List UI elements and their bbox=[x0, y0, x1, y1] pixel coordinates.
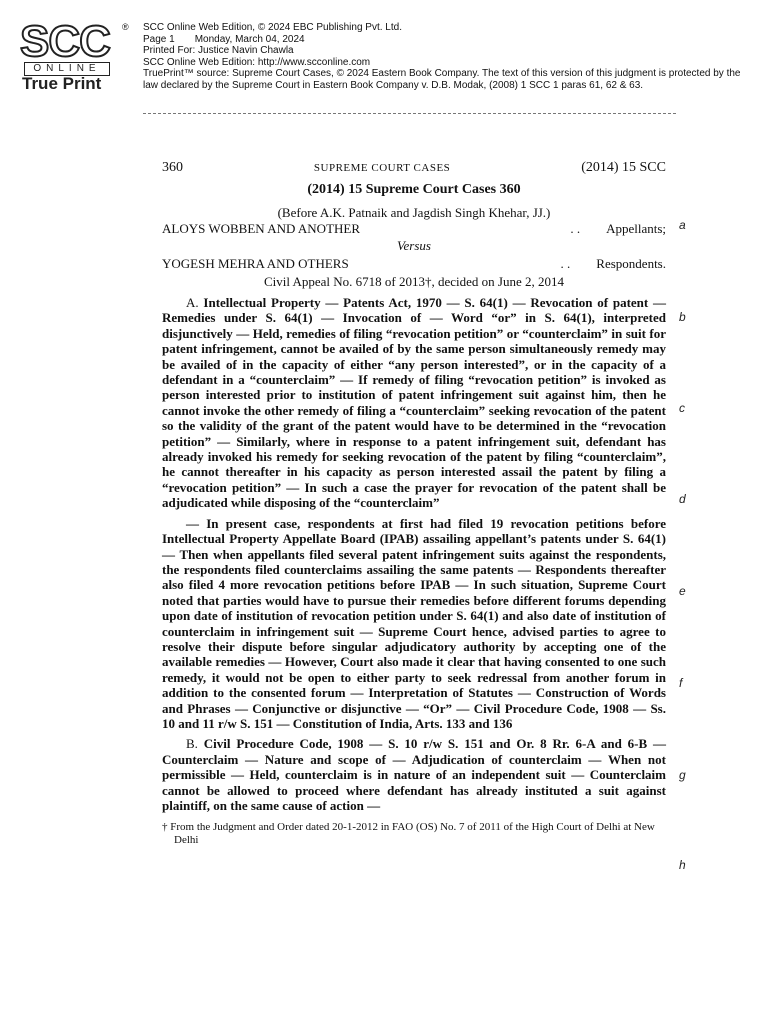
headnote-a-label: A. bbox=[186, 295, 199, 310]
logo-true-print-text: True Print bbox=[22, 74, 102, 93]
headnote-a-continued bbox=[162, 516, 666, 732]
headnote-b-text: Civil Procedure Code, 1908 — S. 10 r/w S. 151 and Or. 8 Rr. 6-A and 6-B — Counterclaim — Nature and scope of — Adjudication of counterclaim — When not permissible — Held, counterclaim is in nature of an independent suit — Counterclaim cannot be allowed to proceed where defendant has already instituted a suit against plaintiff, on the same cause of action — bbox=[162, 736, 666, 813]
versus: Versus bbox=[397, 238, 431, 253]
headnote-b bbox=[162, 736, 666, 813]
page-date: Monday, March 04, 2024 bbox=[194, 33, 305, 45]
page-label: Page 1 bbox=[143, 33, 175, 45]
print-metadata bbox=[143, 22, 753, 92]
logo-scc-text: SCC bbox=[20, 17, 110, 66]
headnote-b-label: B. bbox=[186, 736, 198, 752]
website-line: SCC Online Web Edition: http://www.scconline.com bbox=[143, 56, 371, 68]
headnote-a2-text: — In present case, respondents at first had filed 19 revocation petitions before Intellectual Property Appellate Board (IPAB) assailing appellant’s patents under S. 64(1) — Then when appellants filed several patent infringement suits against the respondents, the respondents filed counterclaims assailing the same patents — Respondents thereafter also filed 4 more revocation petitions before IPAB — In such situation, Supreme Court noted that parties would have to pursue their remedies before different forums depending upon date of institution of revocation petition under S. 64(1) and also date of institution of counterclaim in infringement suit — Supreme Court hence, advised parties to agree to resolve their dispute before singular adjudicatory authority by accepting one of the available remedies — However, Court also made it clear that having consented to one such remedy, it would not be open to either party to seek redressal from another forum in addition to the consented forum — Interpretation of Statutes — Construction of Words and Phrases — Conjunctive or disjunctive — “Or” — Civil Procedure Code, 1908 — Ss. 10 and 11 r/w S. 151 — Constitution of India, Arts. 133 and 136 bbox=[162, 515, 666, 731]
header-divider bbox=[143, 113, 676, 114]
respondent-role: Respondents. bbox=[596, 256, 666, 271]
printed-for-line: Printed For: Justice Navin Chawla bbox=[143, 45, 294, 57]
margin-letter-h: h bbox=[679, 858, 686, 872]
respondent-dots: . . bbox=[560, 256, 571, 271]
appellant-role: Appellants; bbox=[606, 221, 666, 236]
running-header bbox=[162, 160, 666, 176]
page-line bbox=[143, 34, 753, 46]
margin-letter-f: f bbox=[679, 676, 683, 690]
appellant-dots: . . bbox=[570, 221, 581, 236]
margin-letter-c: c bbox=[679, 401, 685, 415]
footnote: † From the Judgment and Order dated 20-1-2012 in FAO (OS) No. 7 of 2011 of the High Court of Delhi at New Delhi bbox=[162, 821, 655, 846]
logo-registered-mark: ® bbox=[122, 22, 129, 32]
margin-letter-a: a bbox=[679, 218, 686, 232]
logo-online-text: ONLINE bbox=[24, 62, 110, 76]
journal-name: SUPREME COURT CASES bbox=[313, 162, 451, 174]
respondent-name: YOGESH MEHRA AND OTHERS bbox=[162, 256, 349, 271]
edition-line: SCC Online Web Edition, © 2024 EBC Publishing Pvt. Ltd. bbox=[143, 22, 402, 33]
trueprint-note: TruePrint™ source: Supreme Court Cases, © 2024 Eastern Book Company. The text of this version of this judgment is protected by the law declared by the Supreme Court in Eastern Book Company v. D.B. Modak, (2008) 1 SCC 1 paras 61, 62 & 63. bbox=[143, 68, 741, 91]
bench: (Before A.K. Patnaik and Jagdish Singh Khehar, JJ.) bbox=[277, 205, 551, 220]
page-number: 360 bbox=[162, 160, 183, 175]
case-title: (2014) 15 Supreme Court Cases 360 bbox=[307, 182, 521, 197]
appellant-row bbox=[162, 221, 666, 237]
headnote-a bbox=[162, 295, 666, 511]
scc-online-logo bbox=[18, 17, 129, 93]
margin-letter-e: e bbox=[679, 584, 686, 598]
headnote-a-text: Intellectual Property — Patents Act, 1970 — S. 64(1) — Revocation of patent — Remedies under S. 64(1) — Invocation of — Word “or” in S. 64(1), interpreted disjunctively — Held, remedies of filing “revocation petition” or “counterclaim” in suit for patent infringement, cannot be availed of by the same person simultaneously remedy may be availed of in the capacity of either “any person interested”, or in the capacity of a defendant in a “counterclaim” — If remedy of filing “revocation petition” is invoked as person interested prior to institution of patent infringement suit against him, then he cannot invoke the other remedy of filing a “counterclaim” seeking revocation of the patent so the validity of the grant of the patent would have to be determined in the “revocation petition” — Similarly, where in response to a patent infringement suit, defendant has already invoked his remedy for seeking revocation of the patent by filing “counterclaim”, he cannot thereafter in his capacity as person interested assail the patent by filing a “revocation petition” — In such a case the prayer for revocation of the patent shall be adjudicated while disposing of the “counterclaim” bbox=[162, 295, 667, 511]
appeal-line: Civil Appeal No. 6718 of 2013†, decided on June 2, 2014 bbox=[263, 274, 565, 289]
margin-letter-d: d bbox=[679, 492, 686, 506]
appellant-name: ALOYS WOBBEN AND ANOTHER bbox=[162, 221, 361, 236]
margin-letter-g: g bbox=[679, 768, 686, 782]
respondent-row bbox=[162, 256, 666, 272]
judgment-page bbox=[162, 160, 666, 846]
margin-letter-b: b bbox=[679, 310, 686, 324]
running-citation: (2014) 15 SCC bbox=[581, 160, 666, 175]
